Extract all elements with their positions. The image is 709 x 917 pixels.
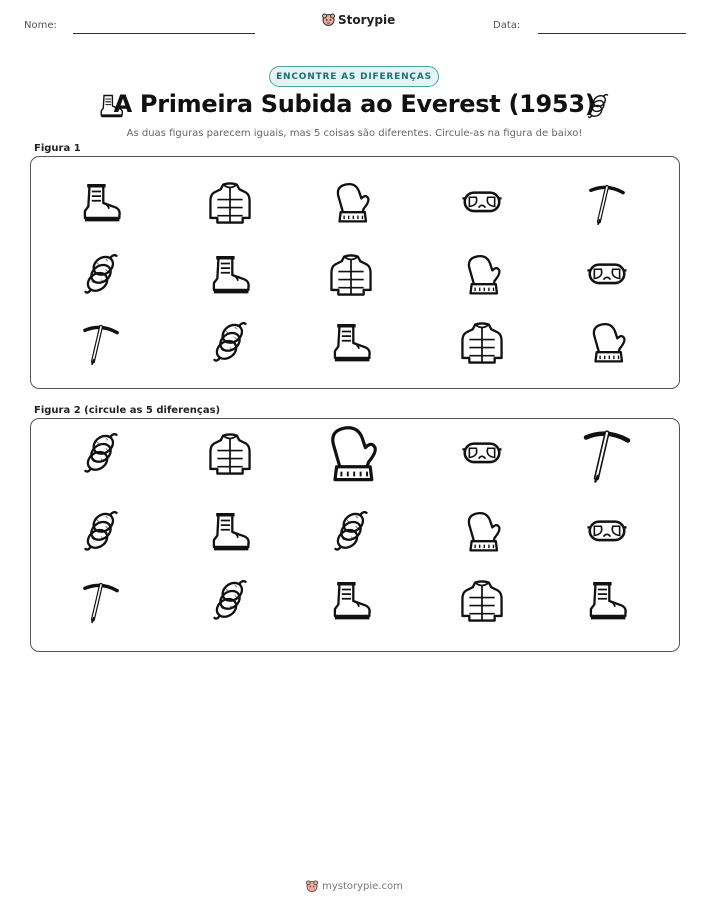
date-label: Data: bbox=[493, 20, 521, 31]
picture-cell[interactable] bbox=[459, 578, 505, 624]
boot-icon bbox=[328, 320, 374, 366]
ice-axe-icon bbox=[78, 320, 124, 366]
picture-cell bbox=[584, 180, 630, 226]
ice-axe-icon bbox=[577, 424, 637, 484]
figure1-label: Figura 1 bbox=[34, 143, 81, 154]
picture-cell[interactable] bbox=[459, 431, 505, 477]
picture-cell[interactable] bbox=[584, 578, 630, 624]
boot-icon bbox=[78, 180, 124, 226]
mitten-icon bbox=[584, 320, 630, 366]
goggles-icon bbox=[459, 431, 505, 477]
picture-cell bbox=[459, 180, 505, 226]
picture-cell bbox=[207, 320, 253, 366]
picture-cell[interactable] bbox=[207, 578, 253, 624]
boot-icon bbox=[207, 252, 253, 298]
mitten-icon bbox=[459, 509, 505, 555]
rope-icon bbox=[78, 252, 124, 298]
picture-cell bbox=[459, 252, 505, 298]
picture-cell[interactable] bbox=[328, 578, 374, 624]
picture-cell[interactable] bbox=[584, 509, 630, 555]
figure2-panel[interactable] bbox=[30, 418, 680, 652]
rope-icon bbox=[207, 578, 253, 624]
picture-cell bbox=[207, 180, 253, 226]
picture-cell[interactable] bbox=[78, 578, 124, 624]
ice-axe-icon bbox=[584, 180, 630, 226]
name-line[interactable] bbox=[73, 33, 255, 34]
storypie-mascot-icon bbox=[322, 13, 335, 27]
brand-logo bbox=[322, 13, 395, 27]
rope-icon bbox=[78, 509, 124, 555]
picture-cell[interactable] bbox=[78, 509, 124, 555]
picture-cell bbox=[459, 320, 505, 366]
picture-cell[interactable] bbox=[459, 509, 505, 555]
jacket-icon bbox=[328, 252, 374, 298]
activity-type-badge: ENCONTRE AS DIFERENÇAS bbox=[269, 66, 439, 87]
boot-icon bbox=[584, 578, 630, 624]
picture-cell bbox=[328, 180, 374, 226]
picture-cell[interactable] bbox=[328, 509, 374, 555]
jacket-icon bbox=[459, 320, 505, 366]
picture-cell bbox=[207, 252, 253, 298]
picture-cell bbox=[328, 320, 374, 366]
picture-cell bbox=[584, 252, 630, 298]
picture-cell[interactable] bbox=[207, 431, 253, 477]
footer-url: mystorypie.com bbox=[322, 881, 403, 892]
rope-icon bbox=[328, 509, 374, 555]
name-label: Nome: bbox=[24, 20, 57, 31]
picture-cell bbox=[328, 252, 374, 298]
rope-icon bbox=[78, 431, 124, 477]
picture-cell bbox=[584, 320, 630, 366]
brand-name: Storypie bbox=[338, 13, 396, 27]
mitten-icon bbox=[319, 422, 383, 486]
rope-icon bbox=[584, 92, 612, 120]
picture-cell bbox=[78, 320, 124, 366]
jacket-icon bbox=[207, 180, 253, 226]
picture-cell bbox=[78, 180, 124, 226]
mitten-icon bbox=[328, 180, 374, 226]
ice-axe-icon bbox=[78, 578, 124, 624]
jacket-icon bbox=[207, 431, 253, 477]
picture-cell[interactable] bbox=[577, 424, 637, 484]
goggles-icon bbox=[584, 252, 630, 298]
mitten-icon bbox=[459, 252, 505, 298]
date-line[interactable] bbox=[538, 33, 686, 34]
figure1-panel bbox=[30, 156, 680, 389]
boot-icon bbox=[328, 578, 374, 624]
jacket-icon bbox=[459, 578, 505, 624]
rope-icon bbox=[207, 320, 253, 366]
instructions-text: As duas figuras parecem iguais, mas 5 coisas são diferentes. Circule-as na figura de baixo! bbox=[126, 128, 583, 139]
picture-cell[interactable] bbox=[78, 431, 124, 477]
page-title: A Primeira Subida ao Everest (1953) bbox=[113, 90, 596, 118]
picture-cell[interactable] bbox=[319, 422, 383, 486]
footer bbox=[0, 880, 709, 893]
storypie-mascot-icon bbox=[306, 880, 318, 893]
boot-icon bbox=[207, 509, 253, 555]
goggles-icon bbox=[584, 509, 630, 555]
goggles-icon bbox=[459, 180, 505, 226]
figure2-label: Figura 2 (circule as 5 diferenças) bbox=[34, 405, 221, 416]
picture-cell bbox=[78, 252, 124, 298]
picture-cell[interactable] bbox=[207, 509, 253, 555]
